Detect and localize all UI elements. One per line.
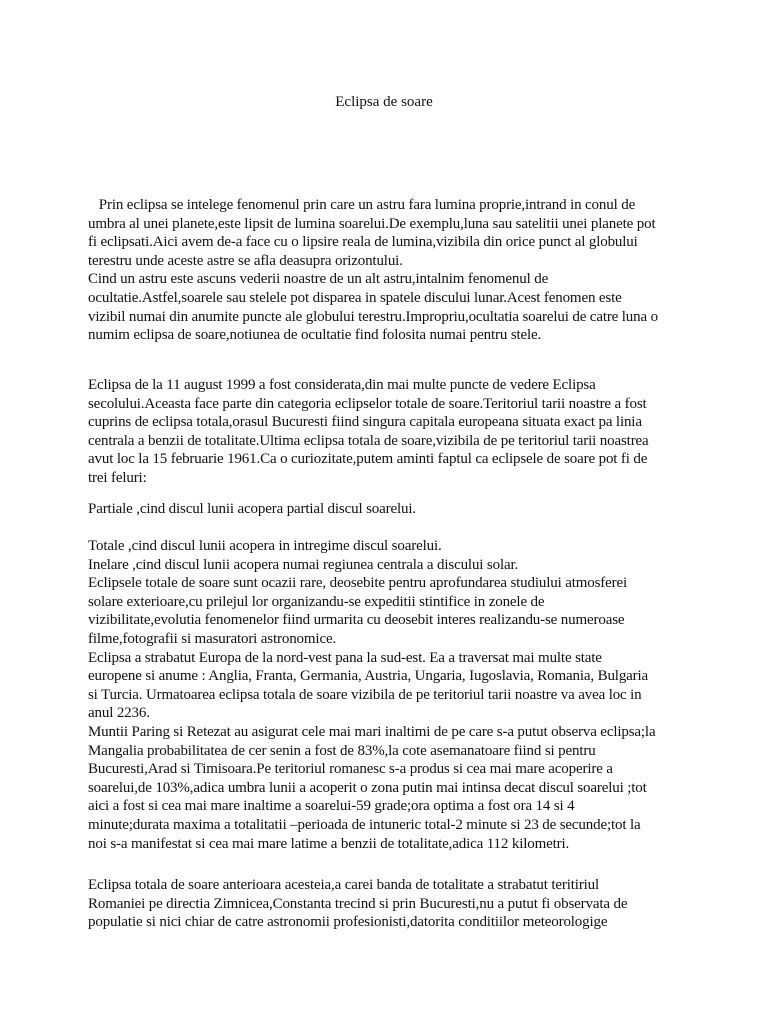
document-title: Eclipsa de soare [335,94,433,110]
text-line: cuprins de eclipsa totala,orasul Bucuresti fiind singura capitala europeana situata exact pa linia [88,414,642,431]
text-line: solare exterioare,cu prilejul lor organizandu-se expeditii stintifice in zonele de [88,593,545,610]
text-line: Eclipsele totale de soare sunt ocazii rare, deosebite pentru aprofundarea studiului atmosferei [88,575,628,592]
text-line: filme,fotografii si masuratori astronomice. [88,630,337,647]
text-line: avut loc la 15 februarie 1961.Ca o curiozitate,putem aminti faptul ca eclipsele de soare pot fi de [88,451,648,468]
text-line: vizibil numai din anumite puncte ale globului terestru.Impropriu,ocultatia soarelui de catre luna o [88,308,658,325]
text-line: soarelui,de 103%,adica umbra lunii a acoperit o zona putin mai intinsa decat discul soarelui ;tot [88,779,647,796]
text-line: Bucuresti,Arad si Timisoara.Pe teritoriul romanesc s-a produs si cea mai mare acoperire a [88,761,613,778]
paragraph-eclipse-1999 [88,376,688,488]
text-line: terestru unde aceste astre se afla deasupra orizontului. [88,252,403,269]
text-line: Eclipsa de la 11 august 1999 a fost considerata,din mai multe puncte de vedere Eclipsa [88,377,596,393]
text-line: Prin eclipsa se intelege fenomenul prin care un astru fara lumina proprie,intrand in conul de [88,197,636,213]
text-line: Partiale ,cind discul lunii acopera partial discul soarelui. [88,501,416,517]
text-line: si Turcia. Urmatoarea eclipsa totala de soare vizibila de pe teritoriul tarii noastre va avea loc in [88,686,642,703]
text-line: noi s-a manifestat si cea mai mare latime a benzii de totalitate,adica 112 kilometri. [88,835,570,852]
text-line: fi eclipsati.Aici avem de-a face cu o lipsire reala de lumina,vizibila din orice punct al globului [88,234,638,251]
text-line: minute;durata maxima a totalitatii –perioada de intuneric total-2 minute si 23 de secunde;tot la [88,816,641,833]
paragraph-types-details [88,537,688,853]
text-line: centrala a benzii de totalitate.Ultima eclipsa totala de soare,vizibila de pe teritoriul tarii noastrea [88,432,649,449]
text-line: secolului.Aceasta face parte din categoria eclipselor totale de soare.Teritoriul tarii noastre a fost [88,395,647,412]
text-line: Romaniei pe directia Zimnicea,Constanta trecind si prin Bucuresti,nu a putut fi observata de [88,895,628,912]
text-line: Eclipsa a strabatut Europa de la nord-vest pana la sud-est. Ea a traversat mai multe state [88,649,602,666]
text-line: Muntii Paring si Retezat au asigurat cele mai mari inaltimi de pe care s-a putut observa eclipsa;la [88,723,656,740]
text-line: populatie si nici chiar de catre astronomii profesionisti,datorita conditiilor meteorologige [88,914,608,931]
text-line: Inelare ,cind discul lunii acopera numai regiunea centrala a discului solar. [88,556,519,573]
text-line: Totale ,cind discul lunii acopera in intregime discul soarelui. [88,538,442,554]
text-line: trei feluri: [88,469,147,486]
paragraph-definition [88,196,688,345]
text-line: numim eclipsa de soare,notiunea de ocultatie find folosita numai pentru stele. [88,327,542,344]
text-line: anul 2236. [88,705,150,722]
text-line: vizibilitate,evolutia fenomenelor fiind urmarita cu deosebit interes realizandu-se numeroase [88,612,625,629]
text-line: Mangalia probabilitatea de cer senin a fost de 83%,la cote asemanatoare fiind si pentru [88,742,596,759]
text-line: europene si anume : Anglia, Franta, Germania, Austria, Ungaria, Iugoslavia, Romania, Bulgaria [88,668,649,685]
text-line: Cind un astru este ascuns vederii noastre de un alt astru,intalnim fenomenul de [88,271,549,288]
paragraph-partiale [88,500,688,519]
text-line: aici a fost si cea mai mare inaltime a soarelui-59 grade;ora optima a fost ora 14 si 4 [88,798,575,815]
text-line: Eclipsa totala de soare anterioara acesteia,a carei banda de totalitate a strabatut teritiriul [88,877,600,893]
text-line: umbra al unei planete,este lipsit de lumina soarelui.De exemplu,luna sau satelitii unei planete pot [88,215,656,232]
text-line: ocultatie.Astfel,soarele sau stelele pot disparea in spatele discului lunar.Acest fenomen este [88,289,622,306]
paragraph-previous-eclipse [88,876,688,932]
